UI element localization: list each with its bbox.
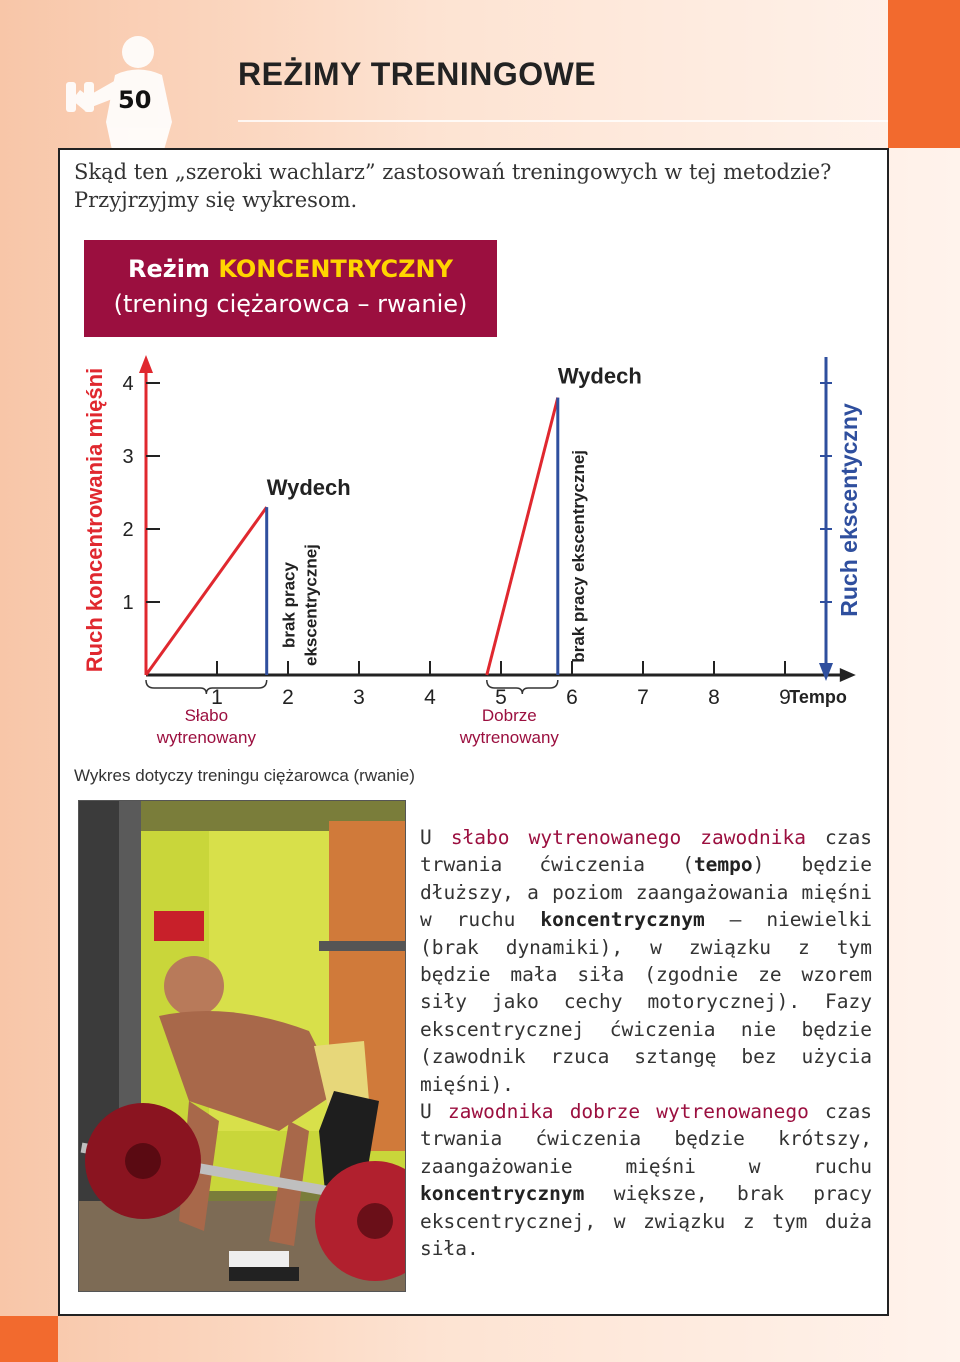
para1-t3: czas trwania ćwiczenia ( [420,826,873,877]
weightlifter-photo [78,800,406,1292]
para1-t5: ) będzie dłuższy, a poziom zaangażowania mięśni w ruchu [420,853,872,932]
x-tick-label: 1 [211,686,223,709]
para2-t4: koncentrycznym [420,1182,585,1206]
regime-prefix: Reżim [128,255,219,283]
chart-caption: Wykres dotyczy treningu ciężarowca (rwanie) [74,766,415,785]
marker-label: brak pracy ekscentrycznej [568,449,588,663]
para1-t2: słabo wytrenowanego zawodnika [450,826,806,849]
regime-highlight: KONCENTRYCZNY [218,255,453,283]
x-tick-label: 5 [495,686,507,709]
para1-t6: koncentrycznym [540,908,705,932]
group-label-line-2: wytrenowany [156,728,256,747]
paragraph-trained-athlete [420,1098,872,1262]
wydech-annotation: Wydech [557,363,642,389]
orange-corner-tab [888,0,960,148]
page-title: REŻIMY TRENINGOWE [238,56,597,92]
group-label-line-2: wytrenowany [459,728,559,747]
x-axis-arrow-icon [840,668,856,682]
group-label-line-1: Dobrze [481,706,537,725]
para2-t5: większe, brak pracy ekscentrycznej, w związku z tym duża siła. [420,1182,872,1261]
para1-t1: U [420,826,451,849]
y-tick-label: 4 [122,373,134,395]
regime-title [84,255,497,283]
regime-subtitle: (trening ciężarowca – rwanie) [113,290,468,318]
x-tick-label: 4 [424,686,436,709]
wydech-annotation: Wydech [266,475,351,501]
eccentric-axis-arrow-icon [819,663,833,681]
left-axis-label: Ruch koncentrowania mięśni [82,367,107,673]
x-tick-label: 2 [282,686,294,709]
para2-t3: czas trwania ćwiczenia będzie krótszy, zaangażowanie mięśni w ruchu [420,1100,873,1178]
y-tick-label: 1 [122,592,134,614]
para2-t2: zawodnika dobrze wytrenowanego [447,1100,809,1123]
right-axis-label: Ruch ekscentyczny [836,403,862,617]
orange-footer-tab [0,1316,58,1362]
x-tick-label: 9 [779,686,791,709]
y-tick-label: 2 [122,519,134,541]
para2-t1: U [420,1100,448,1123]
x-tick-label: 8 [708,686,720,709]
marker-label-line-1: brak pracy [279,562,299,649]
paragraph-weak-athlete [420,824,872,1098]
x-tick-label: 7 [637,686,649,709]
intro-line-1: Skąd ten „szeroki wachlarz” zastosowań treningowych w tej metodzie? [74,160,832,184]
x-tick-label: 6 [566,686,578,709]
title-underline [238,120,888,122]
y-tick-label: 3 [122,446,134,468]
intro-text [74,158,874,214]
y-axis-arrow-icon [139,355,153,373]
para1-t7: – niewielki (brak dynamiki), w związku z tym będzie mała siła (zgodnie ze wzorem siły jako cechy motorycznej). Fazy ekscentrycznej ćwiczenia nie będzie (zawodnik rzuca sztangę bez użycia mięśni). [420,908,872,1096]
group-label-line-1: Słabo [184,706,229,725]
x-axis-label: Tempo [789,687,847,707]
concentric-series-line [487,398,558,675]
intro-line-2: Przyjrzyjmy się wykresom. [74,188,358,212]
concentric-series-line [146,507,267,675]
marker-label-line-2: ekscentrycznej [301,544,321,667]
group-brace [146,680,267,694]
page-number: 50 [118,86,152,114]
para1-t4: tempo [693,853,753,877]
x-tick-label: 3 [353,686,365,709]
tempo-chart [60,345,880,755]
